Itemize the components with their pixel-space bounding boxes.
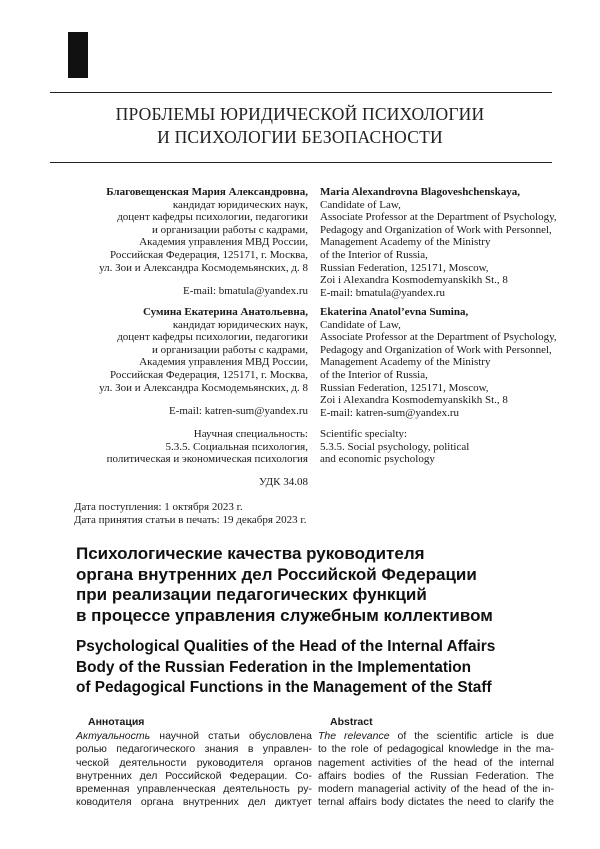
author-line: Zoi i Alexandra Kosmodemyanskikh St., 8 [320, 394, 508, 407]
title-en-line: of Pedagogical Functions in the Management of the Staff [76, 679, 492, 696]
udk-text: УДК 34.08 [258, 476, 308, 488]
author-line: Russian Federation, 125171, Moscow, [320, 381, 489, 394]
author-line: Candidate of Law, [320, 318, 401, 331]
specialty-line: 5.3.5. Социальная психология, [165, 440, 308, 453]
author-line: Академия управления МВД России, [139, 236, 308, 249]
abstract-en [318, 716, 554, 809]
section-title-line: ПРОБЛЕМЫ ЮРИДИЧЕСКОЙ ПСИХОЛОГИИ [115, 104, 485, 124]
author-line: of the Interior of Russia, [320, 368, 428, 381]
author-name: Ekaterina Anatol’evna Sumina, [320, 306, 469, 318]
top-rule [50, 92, 552, 93]
author-line: Российская Федерация, 125171, г. Москва, [110, 248, 308, 261]
author-line: кандидат юридических наук, [172, 198, 308, 211]
author-line: и организации работы с кадрами, [152, 343, 308, 356]
title-ru-line: Психологические качества руководителя [76, 544, 425, 563]
section-marker-bar [68, 32, 88, 78]
date-received: Дата поступления: 1 октября 2023 г. [74, 501, 243, 513]
section-title-line: И ПСИХОЛОГИИ БЕЗОПАСНОСТИ [157, 127, 443, 147]
author-line: Candidate of Law, [320, 198, 401, 211]
author-line: Russian Federation, 125171, Moscow, [320, 261, 489, 274]
author-line: Management Academy of the Ministry [320, 356, 491, 369]
author-name: Благовещенская Мария Александровна, [106, 186, 308, 198]
abstract-line: ководителя органа внутренних дел диктует [76, 796, 312, 809]
abstract-heading: Abstract [330, 716, 373, 728]
author-email: E-mail: bmatula@yandex.ru [320, 286, 445, 299]
abstract-line: nagement activities of the head of the internal [318, 756, 554, 769]
section-rule [50, 162, 552, 163]
author-email: E-mail: bmatula@yandex.ru [183, 285, 308, 298]
abstract-line [76, 730, 312, 743]
author-name: Maria Alexandrovna Blagoveshchenskaya, [320, 186, 520, 198]
author-ru-1 [60, 186, 308, 298]
author-line: и организации работы с кадрами, [152, 223, 308, 236]
author-line: of the Interior of Russia, [320, 248, 428, 261]
article-dates [74, 501, 306, 527]
specialty-line: and economic psychology [320, 453, 435, 466]
abstract-first-line: of the scientific article is due [389, 730, 554, 743]
author-line: ул. Зои и Александра Космодемьянских, д. 8 [99, 381, 308, 394]
author-line: доцент кафедры психологии, педагогики [117, 331, 308, 344]
abstract-line: affairs bodies of the Russian Federation. The [318, 769, 554, 782]
author-line: Zoi i Alexandra Kosmodemyanskikh St., 8 [320, 274, 508, 287]
specialty-line: политическая и экономическая психология [106, 453, 308, 466]
abstract-line: ролью педагогического знания в управлен- [76, 743, 312, 756]
author-line: Российская Федерация, 125171, г. Москва, [110, 368, 308, 381]
specialty-label: Научная специальность: [193, 428, 308, 440]
article-title-en [76, 637, 556, 699]
author-email: E-mail: katren-sum@yandex.ru [320, 406, 460, 419]
abstract-first-line: научной статьи обусловлена [150, 730, 312, 743]
abstract-line: внутренних дел Российской Федерации. Со- [76, 769, 312, 782]
abstract-line: ческой деятельности руководителя органов [76, 756, 312, 769]
specialty-line: 5.3.5. Social psychology, political [320, 440, 470, 453]
title-en-line: Psychological Qualities of the Head of the Internal Affairs [76, 638, 496, 655]
abstract-line: временная управленческая деятельность ру- [76, 783, 312, 796]
author-line: Pedagogy and Organization of Work with Personnel, [320, 343, 552, 356]
abstract-line: to the role of pedagogical knowledge in the ma- [318, 743, 554, 756]
author-ru-2 [60, 306, 308, 418]
author-line: Pedagogy and Organization of Work with Personnel, [320, 223, 552, 236]
date-accepted: Дата принятия статьи в печать: 19 декабря 2023 г. [74, 513, 307, 526]
abstract-lead: Актуальность [76, 730, 151, 743]
author-name: Сумина Екатерина Анатольевна, [142, 306, 308, 318]
title-en-line: Body of the Russian Federation in the Implementation [76, 658, 472, 676]
section-title [50, 103, 550, 149]
author-line: Associate Professor at the Department of Psychology, [320, 211, 557, 224]
specialty-label: Scientific specialty: [320, 428, 408, 440]
specialty-ru [60, 428, 308, 466]
specialty-en [320, 428, 560, 466]
abstract-heading: Аннотация [88, 716, 145, 728]
title-ru-line: при реализации педагогических функций [76, 585, 427, 604]
title-ru-line: органа внутренних дел Российской Федерации [76, 564, 477, 584]
title-ru-line: в процессе управления служебным коллективом [76, 605, 493, 625]
author-line: Management Academy of the Ministry [320, 236, 491, 249]
article-title-ru [76, 544, 556, 626]
author-line: Академия управления МВД России, [139, 356, 308, 369]
author-en-2 [320, 306, 560, 419]
author-en-1 [320, 186, 560, 299]
author-line: доцент кафедры психологии, педагогики [117, 211, 308, 224]
udk-code [60, 476, 308, 489]
abstract-ru [76, 716, 312, 809]
author-email: E-mail: katren-sum@yandex.ru [168, 405, 308, 418]
abstract-line: modern managerial activity of the head of the in- [318, 783, 554, 796]
author-line: ул. Зои и Александра Космодемьянских, д. 8 [99, 261, 308, 274]
abstract-lead: The relevance [318, 730, 390, 743]
author-line: кандидат юридических наук, [172, 318, 308, 331]
abstract-line [318, 730, 554, 743]
abstract-line: ternal affairs body dictates the need to clarify the [318, 796, 554, 809]
author-line: Associate Professor at the Department of Psychology, [320, 331, 557, 344]
